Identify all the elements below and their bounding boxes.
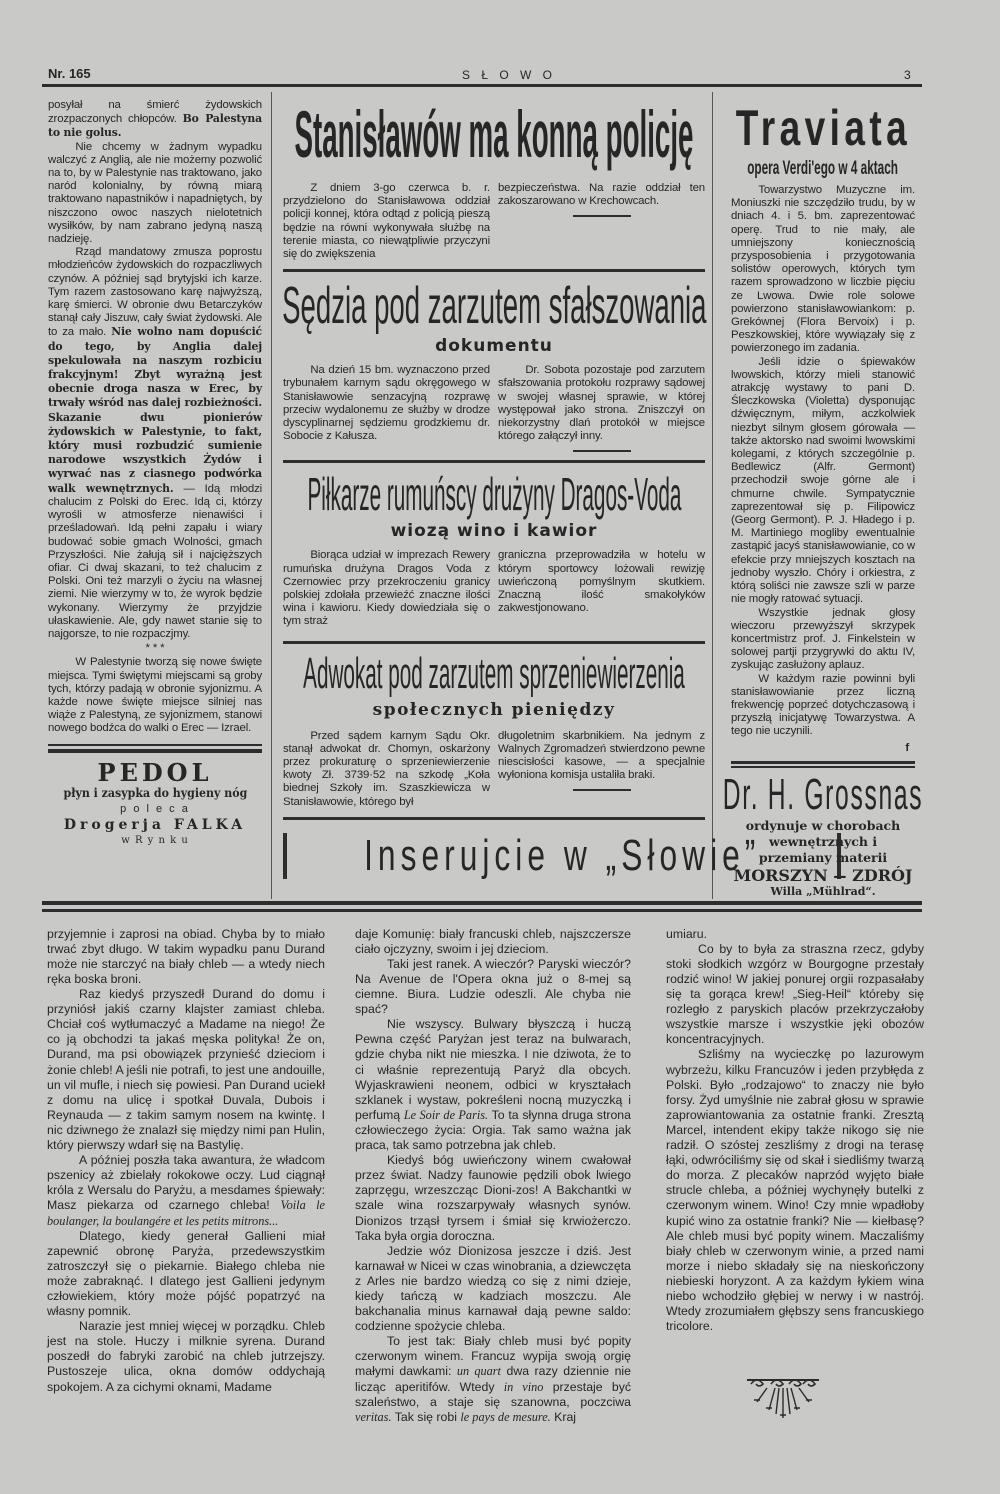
text-run: dwa razy dziennie nie licząc aperitifów. Wtedy — [355, 1364, 631, 1394]
paragraph — [48, 246, 262, 641]
middle-column — [272, 92, 761, 899]
paragraph — [47, 1229, 325, 1320]
page-divider-rule — [42, 909, 922, 912]
paragraph — [47, 1319, 325, 1394]
short-rule — [573, 215, 631, 217]
section-rule — [283, 460, 705, 463]
text-run: Kraj — [550, 1409, 577, 1424]
double-rule — [731, 766, 915, 768]
headline-text: Piłkarze rumuńscy drużyny Dragos-Voda — [307, 468, 681, 521]
ad-pedol-line: Drogerja FALKA — [63, 816, 247, 833]
article-adwokat-body — [283, 730, 705, 809]
text-run: Co by to była za straszna rzecz, gdyby stoki słodkich wzgórz w Bourgogne przestały rodzić wino! W jakiej ponurej orgii rozpasałaby się ta gorąca krew! „Sieg-Heil“ któreby się rozległo z paryskich placów przekrzyczałoby wszystkie marsze i wszystkie jęki obozów koncentracyjnych. — [666, 941, 924, 1047]
text-run: Narazie jest mniej więcej w porządku. Chleb jest na stole. Huczy i milknie syrena. Durand poszedł do fabryki zarobić na chleb jutrzejszy. Pustoszeje ulica, okna domów oddychają spokojem. A za cichymi oknami, Madame — [47, 1319, 325, 1394]
right-column — [713, 92, 922, 899]
article-column — [283, 730, 490, 809]
short-rule — [573, 789, 631, 791]
article-column — [355, 927, 631, 1425]
text-run: przyjemnie i zaprosi na obiad. Chyba by to miało trwać zbyt długo. W takim wypadku panu Durand może nie starczyć na biały chleb — a wtedy niech ręka boska broni. — [47, 926, 325, 987]
article-column — [283, 549, 490, 628]
article-column — [498, 549, 705, 628]
subheadline-text: dokumentu — [435, 335, 553, 356]
ad-pedol-line: płyn i zasypka do hygieny nóg — [63, 785, 247, 801]
italic-text: le pays de mesure. — [460, 1409, 551, 1424]
feuilleton-column-3 — [666, 927, 924, 1425]
left-article — [48, 99, 262, 736]
double-rule — [48, 744, 262, 746]
text-run: Na dzień 15 bm. wyznaczono przed trybunałem karnym sądu okręgowego w Stanisławowie senzacyjną rozprawę przeciw wydalonemu ze służby w drodze dyscyplinarnej sędziemu grodzkiemu dr. Sobocie z Kałusza. — [283, 364, 490, 443]
header-rule — [42, 84, 922, 87]
text-run: Wszystkie jednak głosy wieczoru przewyższył skrzypek koncertmistrz prof. J. Finkelstein w solowej partji przygrywki do aktu IV, zyskując zasłużony aplauz. — [731, 606, 915, 672]
ad-inserujcie — [283, 830, 761, 880]
paragraph — [666, 942, 924, 1048]
ad-grossnas-line: MORSZYN -- ZDRÓJ — [733, 865, 913, 885]
page-divider-rule — [42, 901, 922, 905]
text-run: Kiedyś bóg uwieńczony winem cwałował przez świat. Nadzy faunowie pędzili obok lwiego zaprzęgu, wrzeszcząc Dioni-zos! A Bakchantki w szale wina rozszarpywały własnych synów. Dionizos trząsł tyrsem i śmiał się krwiożerczo. Taka była orgia doroczna. — [355, 1153, 631, 1243]
text-run: A później poszła taka awantura, że władcom pszenicy aż zbielały rokokowe oczy. Lud ciągnął króla z Wersalu do Paryżu, a mesdames śpiewały: Masz piekarza od czarnego chleba! — [47, 1153, 325, 1213]
paragraph — [666, 927, 924, 942]
text-run: Jedzie wóz Dionizosa jeszcze i dziś. Jest karnawał w Nicei w czas winobrania, a dziewczęta z Arles nie bardzo wiedzą co się z nimi dzieje, kiedy tańczą w kadziach moszczu. Ale bakchanalia minus karnawał dają pewne saldo: codzienne spożycie chleba. — [355, 1243, 631, 1334]
paragraph — [355, 957, 631, 1017]
text-run: Tak się robi — [391, 1409, 461, 1424]
article-column — [47, 927, 325, 1395]
paragraph — [731, 184, 915, 356]
text-run: przestaje być szaleństwo, a staje się szanowna, poczciwa — [355, 1379, 632, 1409]
article-traviata-body — [731, 184, 915, 755]
double-rule — [731, 761, 915, 764]
paragraph — [731, 607, 915, 673]
ornament-icon — [745, 1374, 821, 1422]
left-article-body — [48, 99, 262, 641]
paragraph — [283, 730, 490, 809]
text-run: Z dniem 3-go czerwca b. r. przydzielono do Stanisławowa oddział policji konnej, która odtąd z policją pieszą będzie na równi wykonywała służbę na terenie miasta, co niewątpliwie przyczyni się do zwiększenia — [283, 182, 490, 261]
page-number: 3 — [904, 68, 911, 82]
text-run: Nie wszyscy. Bulwary błyszczą i huczą Pewna część Paryżan jest teraz na bulwarach, gdzie chyba nikt nie mieszka. I nie dziwota, że to ci właśnie reprezentują Paryż dla obcych. Wyjaskrawieni neonem, odbici w kryształach szklanek i wystaw, pokreśleni nocną muzyczką i perfumą — [355, 1017, 631, 1122]
italic-text: un quart — [456, 1364, 501, 1379]
paragraph — [48, 656, 262, 735]
bold-text: Bo Palestyna to nie golus. — [48, 112, 262, 140]
text-run: To jest tak: Biały chleb musi być popity czerwonym winem. Francuz wypija swoją orgię małymi dawkami: — [355, 1334, 631, 1379]
paragraph — [48, 99, 262, 141]
paragraph — [283, 364, 490, 443]
text-run: Towarzystwo Muzyczne im. Moniuszki nie szczędziło trudu, by w dniach 4. i 5. bm. zaprezentować operę. Trud to nie mały, ale umniejszony koniecznością przysposobienia i przygotowania solistów operowych, których tym razem sprowadzono w liczbie pięciu ze Lwowa. Dwie role solowe powierzono stanisławowiankom: p. Grekównej (Flora Bervoix) i p. Peszkowskiej, które wywiązały się z powierzonego im zadania. — [731, 184, 915, 355]
feuilleton-column-1 — [47, 927, 325, 1425]
paragraph — [355, 1244, 631, 1335]
article-column — [731, 184, 915, 739]
top-section — [42, 92, 922, 899]
paragraph — [355, 1153, 631, 1244]
section-rule — [283, 269, 705, 272]
paragraph — [47, 927, 325, 987]
italic-text: in vino — [503, 1379, 544, 1394]
subheadline-adwokat — [283, 698, 705, 724]
headline-text: Adwokat pod zarzutem sprzeniewierzenia — [303, 648, 685, 698]
ad-inserujcie-text: Inserujcie w „Słowie” — [364, 830, 761, 880]
text-run: długoletnim skarbnikiem. Na jednym z Walnych Zgromadzeń stwierdzono pewne niescisłości kasowe, — a specjalnie wyłoniona komisja ustaliła braki. — [498, 729, 705, 782]
article-pilkarze-body — [283, 549, 705, 628]
article-signature: f — [905, 741, 909, 754]
article-column — [498, 730, 705, 783]
subheadline-text: społecznych pieniędzy — [372, 700, 616, 721]
paragraph — [731, 673, 915, 739]
article-column — [283, 182, 490, 261]
italic-text: Voila le boulanger, la boulangére et les petits mitrons... — [47, 1198, 325, 1228]
paragraph — [498, 549, 705, 615]
paragraph — [47, 987, 325, 1153]
paragraph — [498, 182, 705, 208]
subheadline-sedzia — [283, 334, 705, 358]
ad-grossnas-line: Willa „Mühlrad“. — [770, 884, 876, 898]
bold-text: Nie wolno nam dopuścić do tego, by Anglia dalej spekulowała na naszym rozbiciu frakcyjnym! Zbyt wyrażną jest obecnie droga nasza w Erec, by trwały wśród nas dalej rozbieżności. Skazanie dwu pionierów żydowskich w Palestynie, to fakt, który musi rozbudzić sumienie narodowe wszystkich Żydów i wyrwać nas z ciasnego podwórka walk wewnętrznych. — [48, 325, 262, 495]
headline-sedzia — [283, 278, 705, 334]
text-run: posyłał na śmierć żydowskich zrozpaczonych chłopców. — [48, 99, 262, 126]
paragraph — [283, 182, 490, 261]
article-column — [666, 927, 924, 1335]
paragraph — [47, 1153, 325, 1228]
text-run: Biorąca udział w imprezach Rewery rumuńska drużyna Dragos Voda z Czernowiec przy przekroczeniu granicy polskiej zdołała przewieźć znaczne ilości wina i kawioru. Kiedy dowiedziała się o tym straż — [283, 549, 490, 628]
ad-pedol — [48, 759, 262, 848]
paragraph — [498, 364, 705, 443]
text-run: W Palestynie tworzą się nowe święte miejsca. Tymi świętymi miejscami są groby tych, którzy padają w obronie syjonizmu. A każde nowe święte miejsce silniej nas wiąże z Palestyną, ze syjonizmem, stanowi nowego bodźca do walki o Erec — Izrael. — [48, 656, 262, 735]
subheadline-pilkarze — [283, 519, 705, 543]
text-run: Raz kiedyś przyszedł Durand do domu i przyniósł jakiś czarny klajster zamiast chleba. Chciał coś wytłumaczyć a Madame na niego! Że co ją obchodzi ta jakaś męska polityka! Że on, Durand, ma psi obowiązek przynieść dzieciom i żonie chleb! A jeśli nie potrafi, to jest une andouille, un vil mufle, i niech się powiesi. Pan Durand uciekł z domu na ulicę i spotkał Duvala, Dubois i Reynauda — z takim samym nosem na kwintę. I nic dziwnego że znalazł się między nimi pan Hulin, który pierwszy wdarł się na Bastylię. — [47, 987, 325, 1153]
ad-pedol-line: p o l e c a — [120, 802, 190, 815]
headline-text: Stanisławów ma konną policję — [294, 97, 694, 171]
headline-policja — [283, 98, 705, 170]
paragraph — [666, 1047, 924, 1334]
feuilleton — [42, 927, 922, 1425]
ad-pedol-brand: PEDOL — [97, 757, 213, 787]
ad-grossnas-name-wrap — [722, 769, 924, 819]
text-run: Szliśmy na wycieczkę po lazurowym wybrzeżu, kilku Francuzów i jeden przybłęda z Polski. Było „rodzajowo“ to znaczy nie było forsy. Żyd umyślnie nie zabrał głosu w sprawie zaprowiantowania za ostatnie franki. Zresztą Marcel, intendent ekipy także nikogo się nie radził. O szóstej zeszliśmy z drogi na terasę łąki, odwróciliśmy się od skał i siedliśmy twarzą do morza. Z plecaków naprzód wyjęto białe strucle chleba, a później wychynęły butelki z czerwonym winem. Wino! Czy mnie wpadłoby kupić wino za ostatnie franki? Nie — kiełbasę? Ale chleb musi być popity winem. Maczaliśmy biały chleb w czerwonym winie, a przed nami morze i niebo składały się na nieskończony niebieski horyzont. A za każdym łykiem wina niebo wchodziło głębiej w nerwy i w nastrój. Wtedy zrozumiałem głębszy sens francuskiego tricolore. — [666, 1047, 924, 1334]
text-run: To ta słynna druga strona człowieczego życia: Orgia. Tak samo ważna jak praca, tak samo potrzebna jak chleb. — [355, 1107, 631, 1153]
masthead-issue: Nr. 165 — [48, 66, 91, 81]
ad-inserujcie-wrap — [287, 832, 837, 880]
article-column-wrap — [498, 730, 705, 809]
article-column-wrap — [498, 182, 705, 261]
text-run: Jeśli idzie o śpiewaków lwowskich, którzy mieli stanowić atrakcję wystawy to pani D. Śleczkowska (Violetta) dysponując dźwięcznym, miłym, aczkolwiek niezbyt silnym głosem górowała — także aktorsko nad swoimi lwowskimi kolegami, z których szczególnie p. Bedlewicz (Alfr. Germont) przechodził swoje górne ale i chmurne chwile. Sympatycznie zaprezentował się p. Filipowicz (Georg Germont). P. J. Hładego i p. M. Martiniego mogliby ewentualnie zastąpić jacyś stanisławowianie, co w efekcie przy mniejszych kosztach na jednoby wyszło. Chóry i orkiestra, z którą soliści nie zawsze szli w parze nie mogły ratować sytuacji. — [731, 355, 915, 606]
text-run: W każdym razie powinni byli stanisławowianie przez liczną frekwencję poprzeć dotychczasową i przyszłą inicjatywę Towarzystwa. A tego nie uczynili. — [731, 672, 915, 738]
text-run: Dlatego, kiedy generał Gallieni miał zapewnić obronę Paryża, przedewszystkim zatroszczył się o piekarnie. Białego chleba nie może zabraknąć. I dlatego jest Gallieni jedynym człowiekiem, który może pójść popatrzyć na własny pomnik. — [47, 1228, 325, 1319]
headline-traviata — [731, 100, 915, 156]
article-column — [283, 364, 490, 452]
paragraph — [498, 730, 705, 783]
double-rule — [48, 749, 262, 753]
text-run: graniczna przeprowadziła w hotelu w którym sportowcy lożowali rewizję uwieńczoną pomyślnym skutkiem. Znaczną ilość smakołyków zakwestjonowano. — [498, 549, 705, 615]
subheadline-text: wiozą wino i kawior — [390, 520, 598, 541]
left-article-body-end — [48, 656, 262, 735]
headline-text: Sędzia pod zarzutem sfałszowania — [281, 277, 707, 336]
text-run: Nie chcemy w żadnym wypadku walczyć z Anglią, ale nie możemy pozwolić na to, by w Palestynie nas traktowano, jako naród kolonialny, by równą miarą traktowano napastników i napadniętych, by niszczono owoc naszych nielotetnich wysiłków, by nam zabrano jedyną naszą nadzieję. — [48, 140, 262, 246]
page-body — [42, 92, 922, 1425]
section-rule — [283, 641, 705, 644]
short-rule — [573, 450, 631, 452]
left-column — [42, 92, 272, 899]
masthead-title: S Ł O W O — [462, 68, 557, 82]
headline-adwokat — [283, 650, 705, 698]
article-column — [498, 364, 705, 443]
text-run: daje Komunię: biały francuski chleb, najszczersze ciało ojczyzny, swoim i jej dzieciom. — [355, 926, 631, 956]
italic-text: veritas. — [355, 1409, 392, 1424]
section-rule — [283, 817, 705, 820]
article-policja-body — [283, 182, 705, 261]
paragraph — [731, 356, 915, 607]
text-run: Taki jest ranek. A wieczór? Paryski wieczór? Na Avenue de l'Opera okna już o 8-mej są ciemne. Biura. Ludzie odeszli. Ale chyba nie spać? — [355, 956, 631, 1017]
paragraph — [48, 141, 262, 247]
ad-pedol-line: w R y n k u — [121, 834, 189, 846]
paragraph — [355, 1334, 631, 1425]
ad-grossnas-name: Dr. H. Grossnas — [722, 769, 924, 819]
feuilleton-column-2 — [355, 927, 631, 1425]
paragraph — [355, 927, 631, 957]
headline-text: Traviata — [735, 100, 911, 156]
article-column-wrap — [498, 364, 705, 452]
text-run: Rząd mandatowy zmusza poprostu młodzieńców żydowskich do rozpaczliwych czynów. A później sąd brytyjski ich karze. Tym razem zastosowano karę najwyższą, karę śmierci. W obronie dwu Betarczyków stanął cały Jiszuw, cały świat żydowski. Ale to za mało. — [48, 246, 262, 339]
subheadline-traviata — [731, 156, 915, 180]
ad-pedol-line-wrap — [48, 786, 262, 802]
text-run: Dr. Sobota pozostaje pod zarzutem sfałszowania protokołu rozprawy sądowej w swojej własnej sprawie, w której występował jako strona. Zniszczył on niekorzystny dlań protokół w miejsce którego załączył inny. — [498, 364, 705, 443]
text-run: umiaru. — [666, 926, 708, 941]
section-separator: * * * — [145, 642, 165, 655]
paragraph — [283, 549, 490, 628]
subheadline-text: opera Verdi'ego w 4 aktach — [747, 157, 899, 179]
text-run: bezpieczeństwa. Na razie oddział ten zakoszarowano w Krechowcach. — [498, 182, 705, 208]
italic-text: Le Soir de Paris. — [403, 1107, 489, 1122]
headline-pilkarze — [283, 469, 705, 519]
article-column — [498, 182, 705, 208]
paragraph — [355, 1017, 631, 1153]
ad-grossnas-line: ordynuje w chorobach wewnętrznych i przemiany materii — [745, 817, 901, 865]
article-sedzia-body — [283, 364, 705, 452]
text-run: — Idą młodzi chalucim z Polski do Erec. Idą ci, którzy wyrośli w atmosferze nienawiści i prześladowań. Idą pełni zapału i wiary budować sobie gmach Wolności, gmach Przyszłości. Nie żałują sił i najcięższych ofiar. Ci dwaj skazani, to też chalucim z Polski. Oni też marzyli o życiu na własnej ziemi. Nie wierzymy w to, że wyrok będzie wykonany. Wierzymy że przyjdzie ułaskawienie. Ale, gdy nawet stanie się to najgorsze, to nie rozpaczjmy. — [48, 482, 263, 640]
text-run: Przed sądem karnym Sądu Okr. stanął adwokat dr. Chomyn, oskarżony przez prokuraturę o sprzeniewierzenie kwoty Zł. 3739·52 na szkodę „Koła biednej Szkoły im. Szaszkiewicza w Stanisławowie, którego był — [283, 729, 490, 808]
